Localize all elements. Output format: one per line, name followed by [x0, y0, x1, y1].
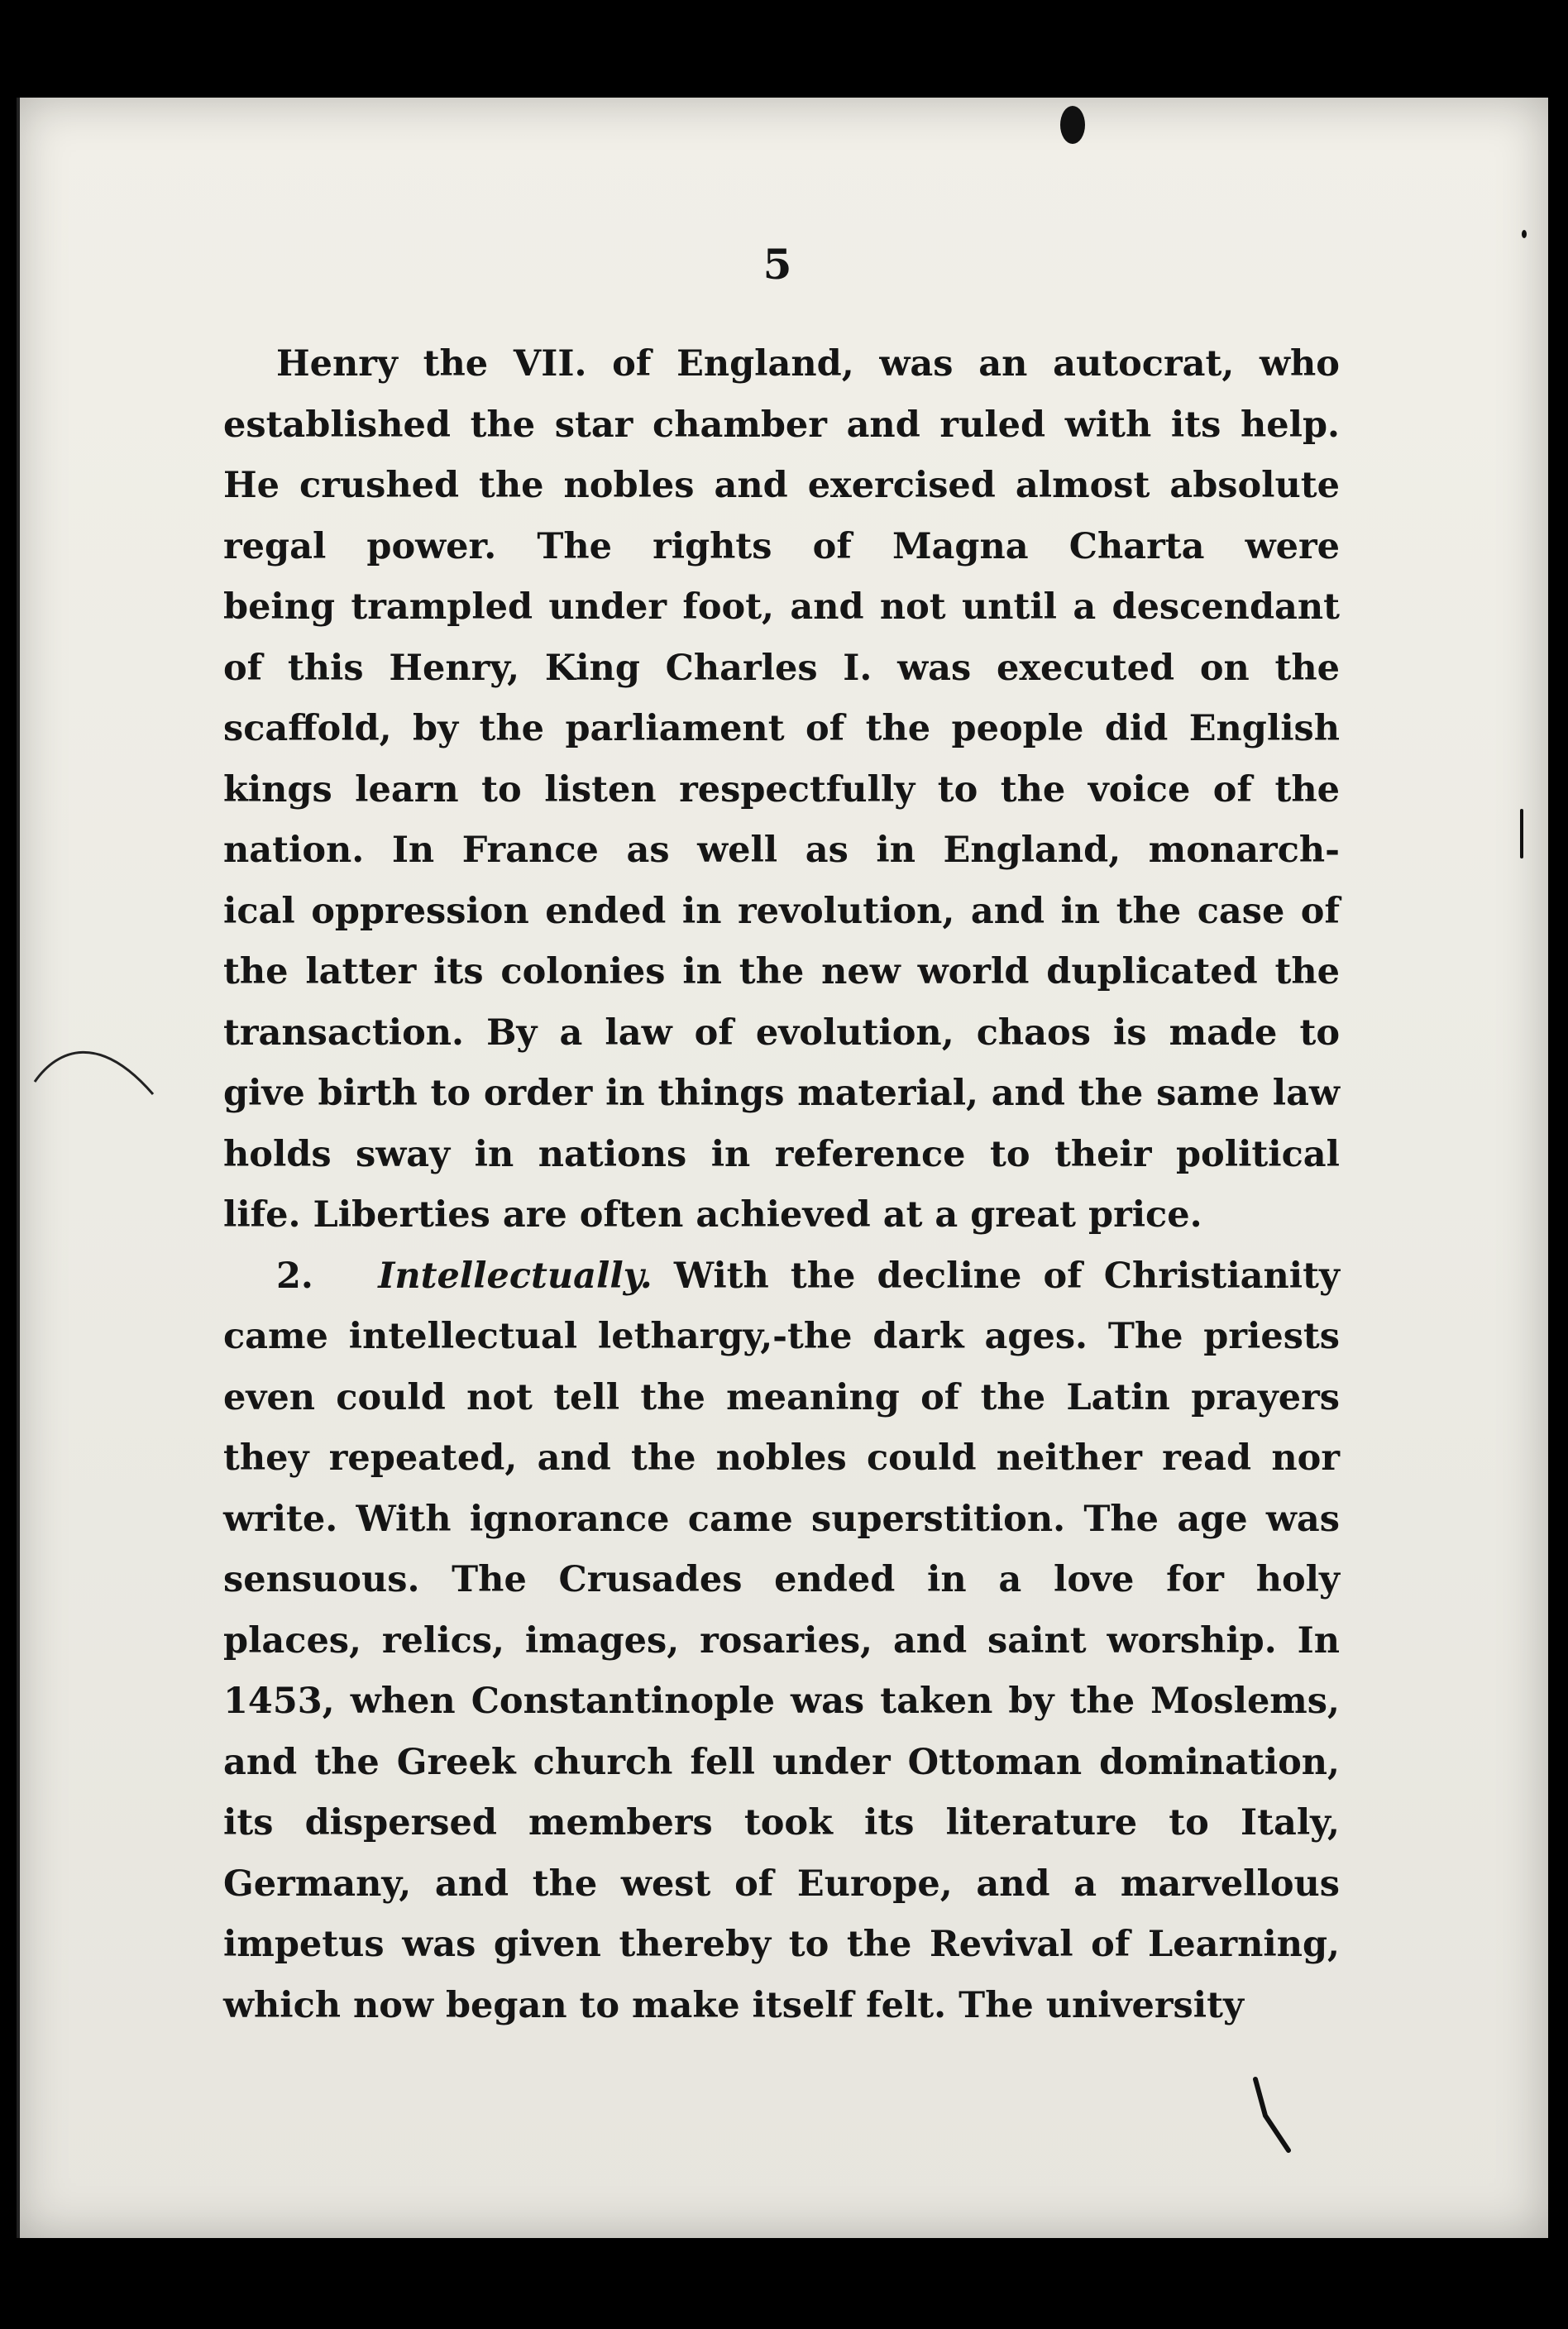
text-line: ical oppression ended in revolution, and in the case of: [223, 890, 1340, 932]
text-line: established the star chamber and ruled with its help.: [223, 404, 1340, 446]
pencil-arc-mark: [33, 1024, 165, 1098]
text-line: life. Liberties are often achieved at a great price.: [223, 1194, 1202, 1236]
text-line: the latter its colonies in the new world duplicated the: [223, 951, 1340, 992]
text-line: being trampled under foot, and not until a descendant: [223, 586, 1340, 628]
paragraph-autocracy: [223, 334, 1340, 1246]
text-line: places, relics, images, rosaries, and saint worship. In: [223, 1619, 1340, 1662]
text-line: write. With ignorance came superstition. The age was: [223, 1498, 1340, 1540]
page-edge-line: [17, 98, 20, 2238]
page-number: 5: [762, 240, 792, 289]
text-line: holds sway in nations in reference to their political: [223, 1133, 1340, 1175]
text-line: sensuous. The Crusades ended in a love for holy: [223, 1559, 1340, 1600]
text-line: and the Greek church fell under Ottoman domination,: [223, 1741, 1340, 1783]
text-line: regal power. The rights of Magna Charta were: [223, 525, 1340, 567]
ink-speck: [1520, 809, 1523, 858]
paragraph-intellectually: [223, 1246, 1340, 2037]
text-line: impetus was given thereby to the Revival of Learning,: [223, 1924, 1340, 1965]
body-text: [223, 334, 1340, 2036]
text-line: 1453, when Constantinople was taken by the Moslems,: [223, 1681, 1340, 1722]
ink-speck: [1522, 230, 1527, 238]
text-line: Germany, and the west of Europe, and a marvellous: [223, 1863, 1340, 1905]
text-line: give birth to order in things material, and the same law: [223, 1073, 1340, 1114]
text-line: came intellectual lethargy,-the dark ages. The priests: [223, 1316, 1340, 1357]
text-line: kings learn to listen respectfully to the voice of the: [223, 768, 1340, 811]
text-line-rest: With the decline of Christianity: [673, 1255, 1340, 1297]
text-line: of this Henry, King Charles I. was executed on the: [223, 647, 1340, 689]
section-heading-line: [223, 1246, 1340, 1308]
pencil-stroke-mark: [1249, 2074, 1298, 2157]
text-line: which now began to make itself felt. The university: [223, 1984, 1244, 2026]
section-number: 2.: [276, 1255, 313, 1297]
text-line: even could not tell the meaning of the Latin prayers: [223, 1376, 1340, 1418]
ink-blot: [1060, 106, 1085, 144]
text-line: He crushed the nobles and exercised almost absolute: [223, 465, 1340, 506]
document-page: [17, 98, 1548, 2238]
text-line: they repeated, and the nobles could neither read nor: [223, 1437, 1340, 1479]
text-line: scaffold, by the parliament of the people did English: [223, 708, 1340, 749]
text-line: Henry the VII. of England, was an autocrat, who: [276, 343, 1340, 385]
section-heading: Intellectually.: [378, 1255, 653, 1297]
text-line: nation. In France as well as in England, monarch-: [223, 830, 1340, 871]
text-line: transaction. By a law of evolution, chaos is made to: [223, 1011, 1340, 1054]
text-line: its dispersed members took its literature to Italy,: [223, 1802, 1340, 1844]
